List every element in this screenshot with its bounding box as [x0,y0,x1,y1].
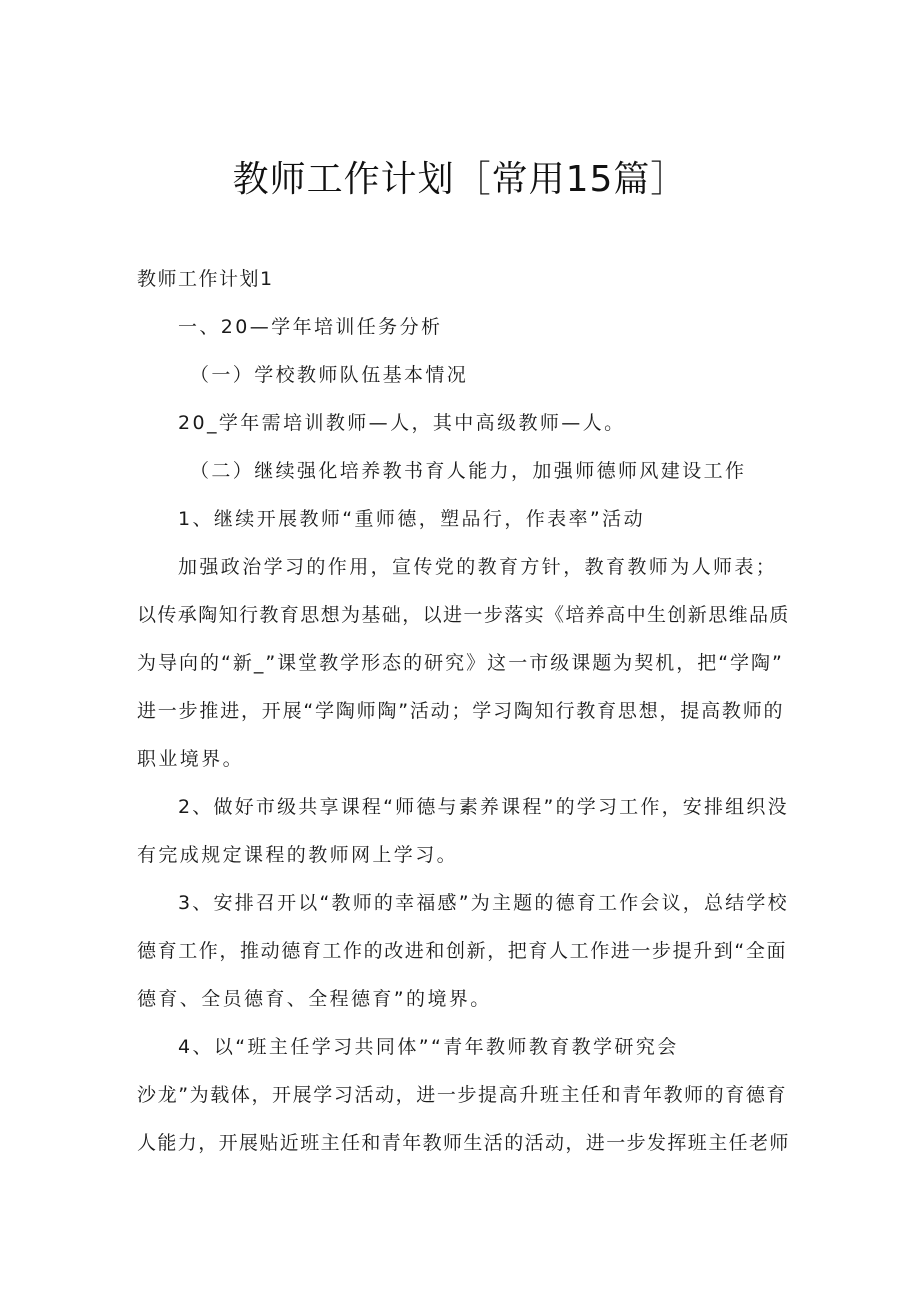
paragraph-line: 人能力，开展贴近班主任和青年教师生活的活动，进一步发挥班主任老师 [137,1132,790,1154]
paragraph-line: 4、以“班主任学习共同体”“青年教师教育教学研究会 [178,1036,679,1058]
paragraph-line: 德育、全员德育、全程德育”的境界。 [137,988,492,1010]
paragraph-line: 德育工作，推动德育工作的改进和创新，把育人工作进一步提升到“全面 [137,940,788,962]
paragraph-line: 以传承陶知行教育思想为基础，以进一步落实《培养高中生创新思维品质 [137,604,790,626]
section-heading: 教师工作计划1 [137,268,274,290]
subsection-heading: （二）继续强化培养教书育人能力，加强师德师风建设工作 [190,460,747,482]
paragraph-line: 加强政治学习的作用，宣传党的教育方针，教育教师为人师表； [178,556,778,578]
paragraph-line: 1、继续开展教师“重师德，塑品行，作表率”活动 [178,508,645,530]
paragraph-line: 有完成规定课程的教师网上学习。 [137,844,459,866]
paragraph-line: 为导向的“新_”课堂教学形态的研究》这一市级课题为契机，把“学陶” [137,652,784,674]
paragraph-line: 2、做好市级共享课程“师德与素养课程”的学习工作，安排组织没 [178,796,789,818]
paragraph-line: 进一步推进，开展“学陶师陶”活动；学习陶知行教育思想，提高教师的 [137,700,785,722]
paragraph-line: 20_学年需培训教师—人，其中高级教师—人。 [178,412,626,434]
paragraph-line: 3、安排召开以“教师的幸福感”为主题的德育工作会议，总结学校 [178,892,789,914]
subsection-heading: （一）学校教师队伍基本情况 [190,364,469,386]
document-title: 教师工作计划［常用15篇］ [232,159,688,200]
paragraph-line: 职业境界。 [137,748,245,770]
paragraph-line: 沙龙”为载体，开展学习活动，进一步提高升班主任和青年教师的育德育 [137,1084,788,1106]
subsection-heading: 一、20—学年培训任务分析 [178,316,443,338]
